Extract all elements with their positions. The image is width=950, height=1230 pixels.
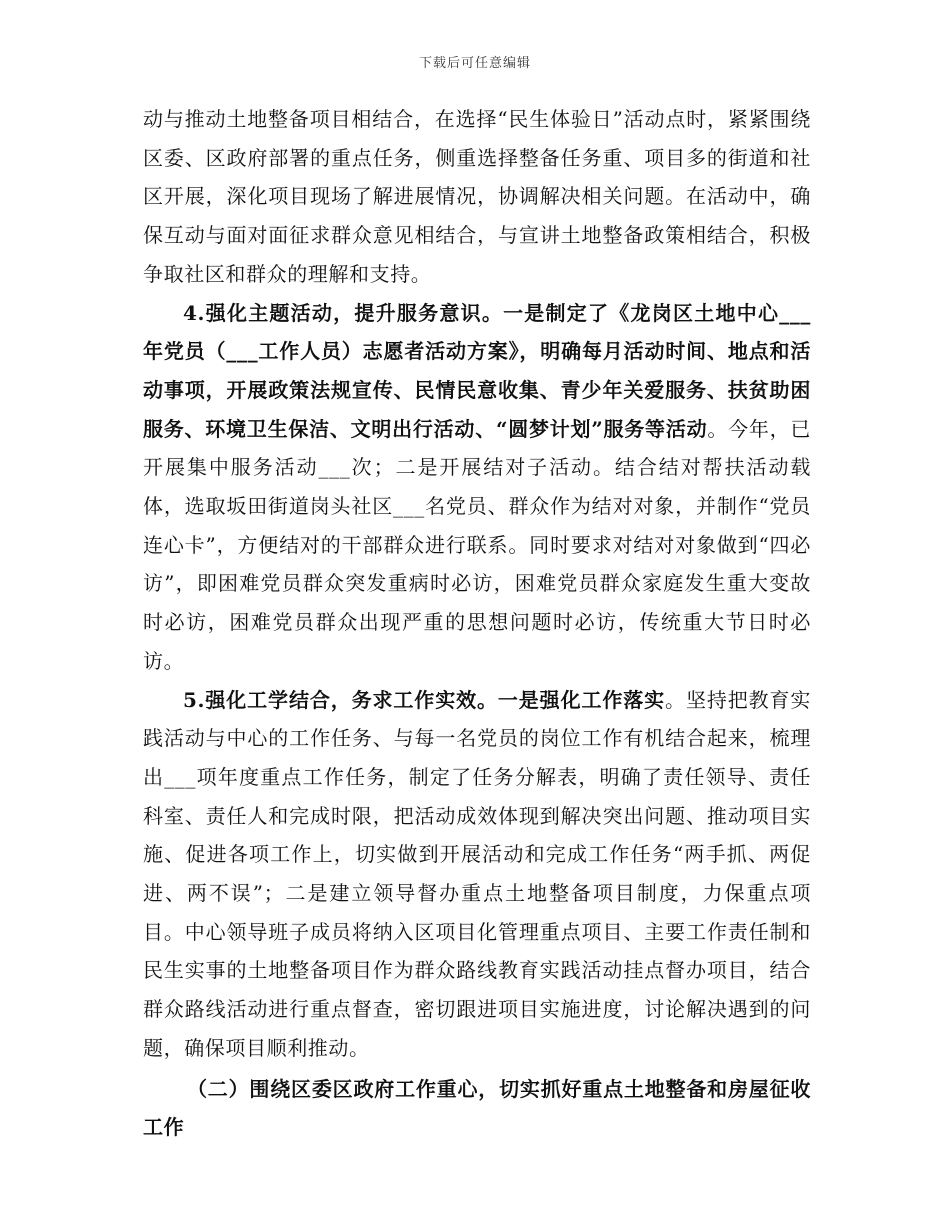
item-4-body: 。今年，已开展集中服务活动___次；二是开展结对子活动。结合结对帮扶活动载体，选取坂田街道岗头社区___名党员、群众作为结对对象，并制作“党员连心卡”，方便结对的干部群众进行联系。同时要求对结对对象做到“四必访”，即困难党员群众突发重病时必访，困难党员群众家庭发生重大变故时必访，困难党员群众出现严重的思想问题时必访，传统重大节日时必访。 [143,416,812,673]
paragraph-item-4 [143,294,811,681]
item-5-body: 。坚持把教育实践活动与中心的工作任务、与每一名党员的岗位工作有机结合起来，梳理出___项年度重点工作任务，制定了任务分解表，明确了责任领导、责任科室、责任人和完成时限，把活动成效体现到解决突出问题、推动项目实施、促进各项工作上，切实做到开展活动和完成工作任务“两手抓、两促进、两不误”；二是建立领导督办重点土地整备项目制度，力保重点项目。中心领导班子成员将纳入区项目化管理重点项目、主要工作责任制和民生实事的土地整备项目作为群众路线教育实践活动挂点督办项目，结合群众路线活动进行重点督查，密切跟进项目实施进度，讨论解决遇到的问题，确保项目顺利推动。 [143,687,812,1060]
document-body [143,100,811,1147]
section-heading-2: （二）围绕区委区政府工作重心，切实抓好重点土地整备和房屋征收工作 [143,1076,811,1140]
item-5-bold-lead: 5.强化工学结合，务求工作实效。一是强化工作落实 [183,687,666,712]
paragraph-item-5 [143,681,811,1068]
item-4-bold-lead: 4.强化主题活动，提升服务意识。一是制定了《龙岗区土地中心___年党员（___工作人员）志愿者活动方案》，明确每月活动时间、地点和活动事项，开展政策法规宣传、民情民意收集、青少年关爱服务、扶贫助困服务、环境卫生保洁、文明出行活动、“圆梦计划”服务等活动 [143,300,811,441]
page-header-note: 下载后可任意编辑 [418,56,531,71]
paragraph-continuation: 动与推动土地整备项目相结合，在选择“民生体验日”活动点时，紧紧围绕区委、区政府部署的重点任务，侧重选择整备任务重、项目多的街道和社区开展，深化项目现场了解进展情况，协调解决相关问题。在活动中，确保互动与面对面征求群众意见相结合，与宣讲土地整备政策相结合，积极争取社区和群众的理解和支持。 [143,107,811,286]
